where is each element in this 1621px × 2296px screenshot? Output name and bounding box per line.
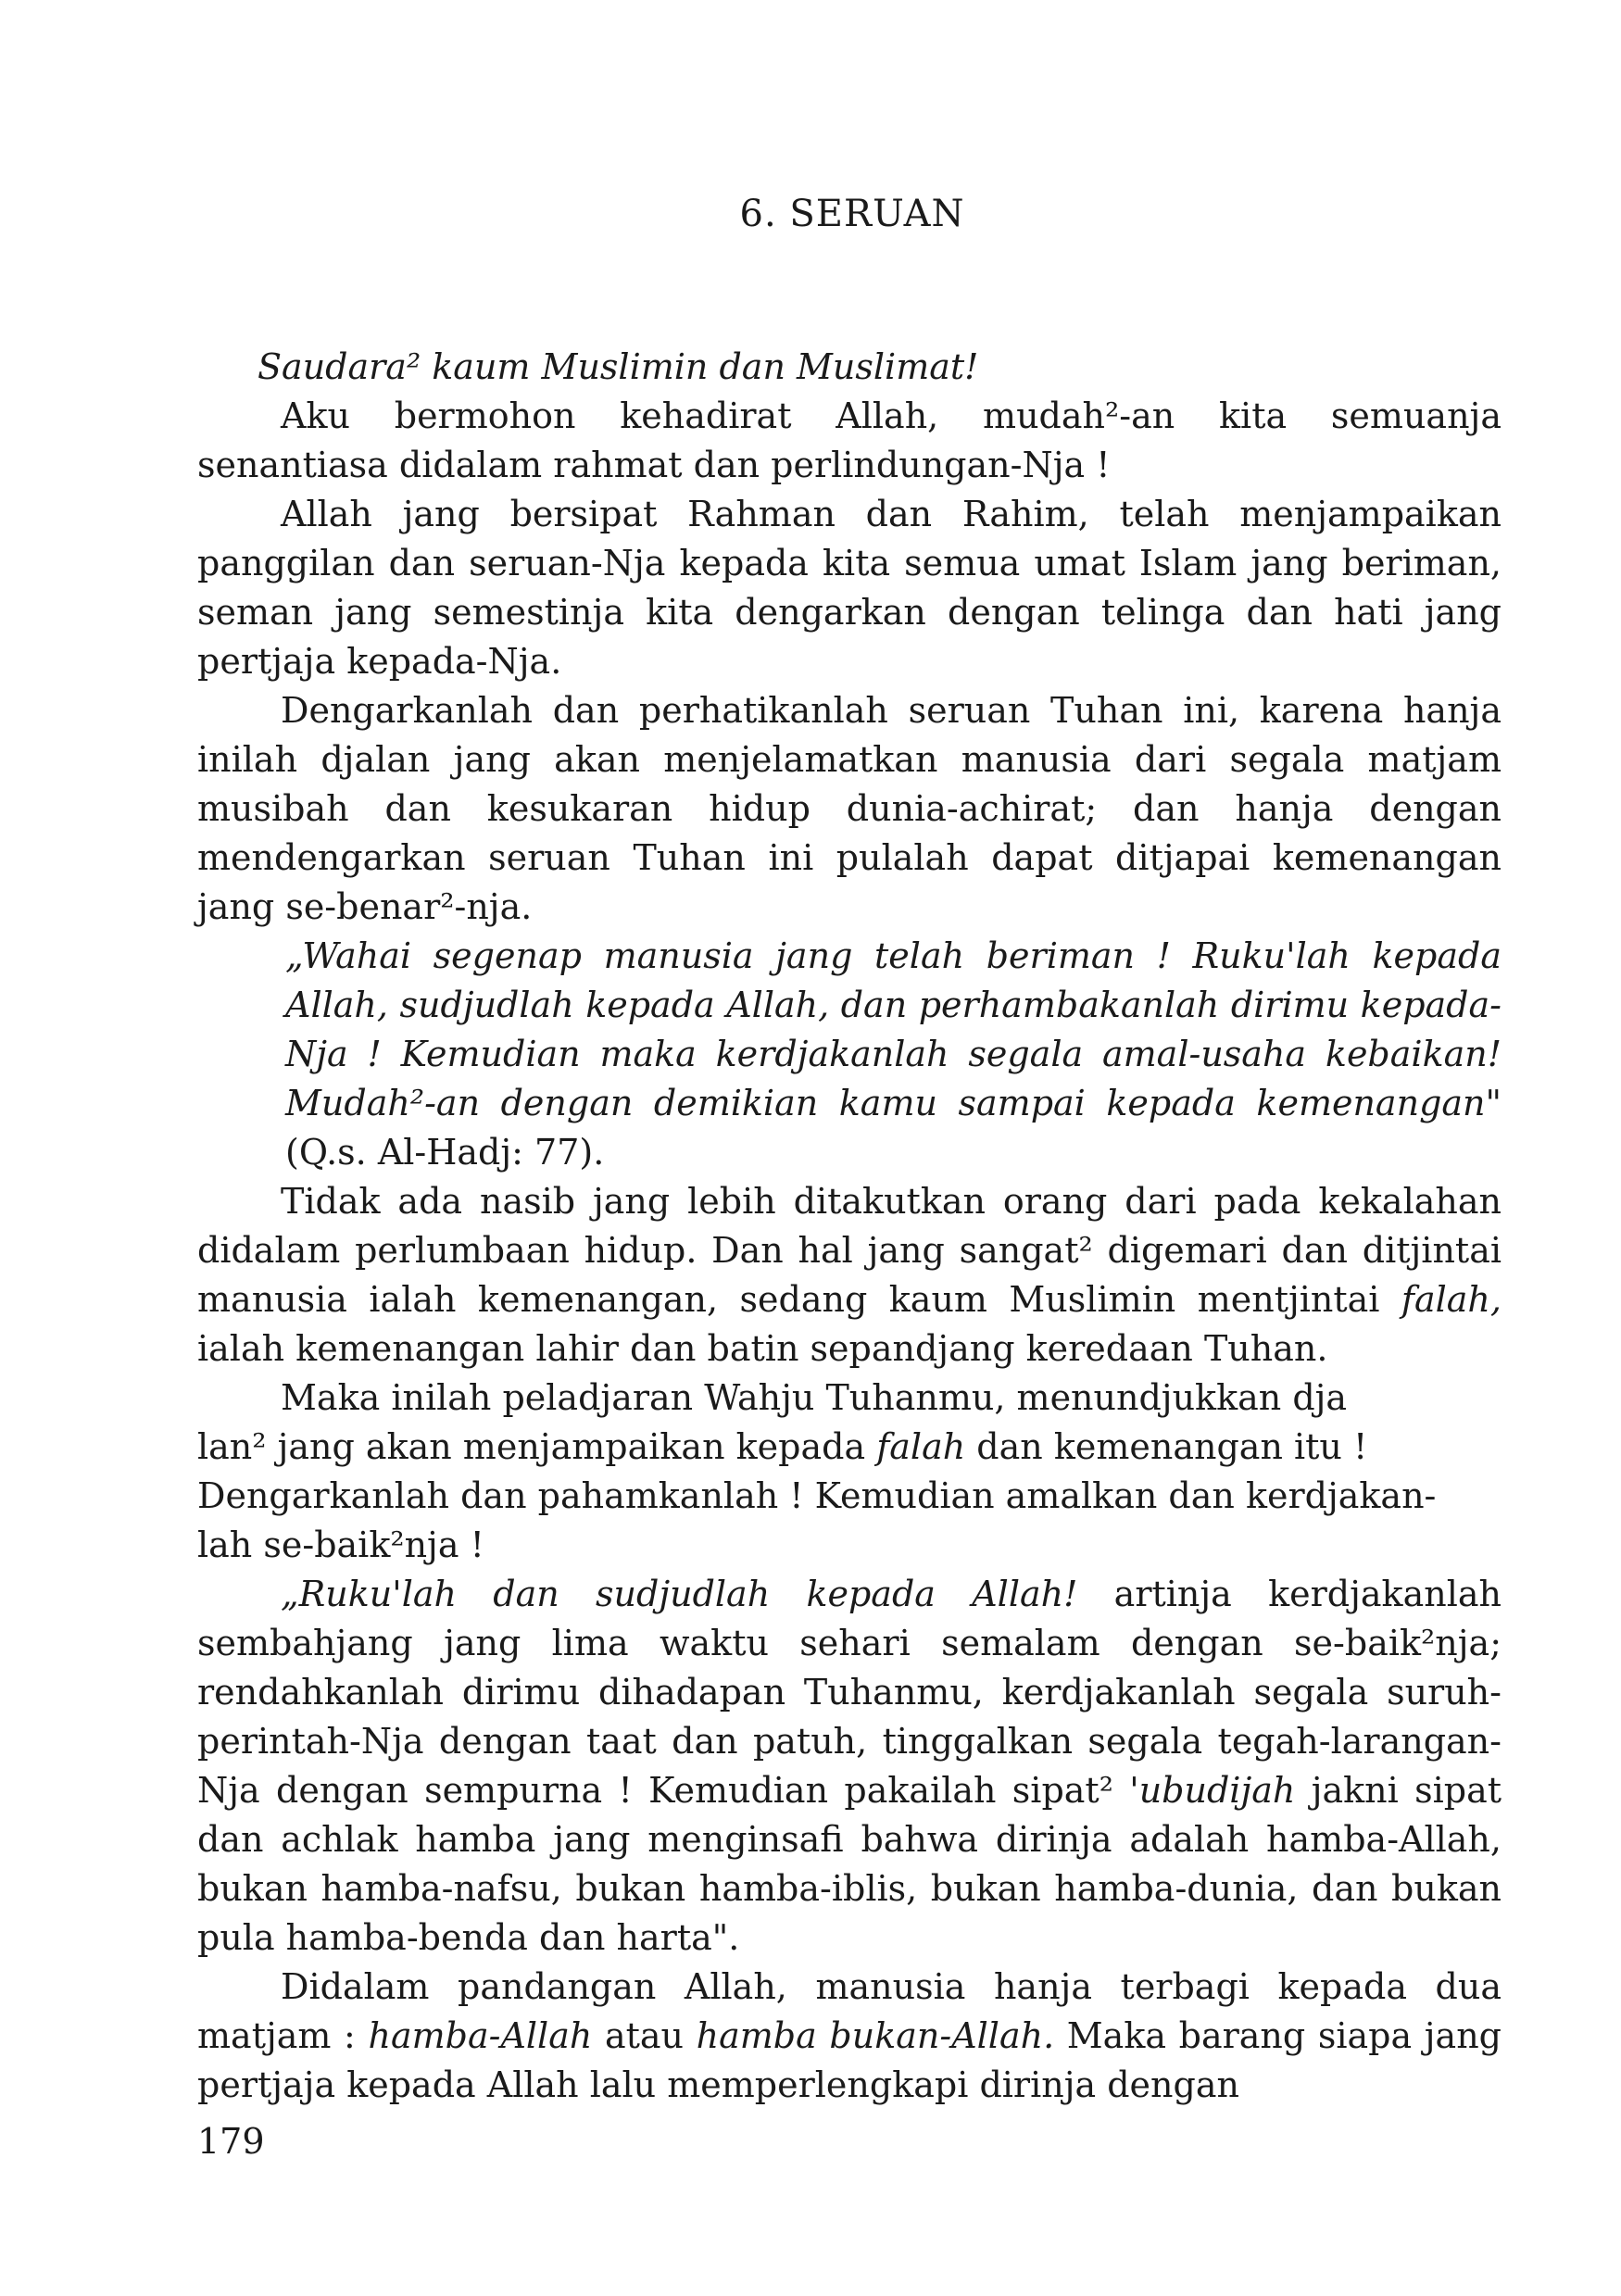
paragraph-5-line-4: lah se-baik²nja !	[197, 1524, 484, 1565]
quran-quote	[285, 932, 1502, 1177]
paragraph-2: Allah jang bersipat Rahman dan Rahim, telah menjampaikan panggilan dan seruan-Nja kepada kita semua umat Islam jang beriman, seman jang semestinja kita dengarkan dengan telinga dan hati jang pertjaja kepada-Nja.	[197, 494, 1502, 682]
chapter-body	[197, 343, 1502, 2110]
salutation: Saudara² kaum Muslimin dan Muslimat!	[258, 346, 979, 387]
paragraph-6-quote: „Ruku'lah dan sudjudlah kepada Allah!	[281, 1574, 1078, 1614]
term-hamba-allah: hamba-Allah	[368, 2015, 593, 2056]
paragraph-7-mid: atau	[592, 2015, 697, 2056]
paragraph-5-line-3: Dengarkanlah dan pahamkanlah ! Kemudian amalkan dan kerdjakan-	[197, 1475, 1437, 1516]
paragraph-4-text-a: Tidak ada nasib jang lebih ditakutkan orang dari pada kekalahan didalam perlumbaan hidup. Dan hal jang sangat² digemari dan ditjintai manusia ialah kemenangan, sedang kaum Muslimin mentjintai	[197, 1181, 1502, 1320]
paragraph-5-line-2a: lan² jang akan menjampaikan kepada	[197, 1426, 877, 1467]
paragraph-7-text-b: Maka barang siapa jang pertjaja kepada Allah lalu memperlengkapi dirinja dengan	[197, 2015, 1502, 2105]
paragraph-6-text-a: artinja kerdjakanlah sembahjang jang lima waktu sehari semalam dengan se-baik²nja; rendahkanlah dirimu dihadapan Tuhanmu, kerdjakanlah segala suruh-perintah-Nja dengan taat dan patuh, tinggalkan segala tegah-larangan-Nja dengan sempurna ! Kemudian pakailah sipat²	[197, 1574, 1502, 1811]
paragraph-5-line-2b: dan kemenangan itu !	[965, 1426, 1368, 1467]
paragraph-4	[197, 1177, 1502, 1374]
paragraph-6	[197, 1570, 1502, 1963]
paragraph-7	[197, 1963, 1502, 2110]
paragraph-5-line-1: Maka inilah peladjaran Wahju Tuhanmu, menundjukkan dja	[281, 1377, 1348, 1418]
paragraph-4-text-b: ialah kemenangan lahir dan batin sepandjang keredaan Tuhan.	[197, 1328, 1328, 1369]
page-number: 179	[197, 2121, 265, 2162]
term-falah: falah,	[1401, 1279, 1502, 1320]
chapter-title: 6. SERUAN	[739, 193, 965, 235]
paragraph-5-line-2	[197, 1423, 1502, 1472]
paragraph-7-text-a: Didalam pandangan Allah, manusia hanja terbagi kepada dua matjam :	[197, 1966, 1502, 2056]
quote-reference: (Q.s. Al-Hadj: 77).	[285, 1132, 605, 1173]
term-hamba-bukan-allah: hamba bukan-Allah.	[696, 2015, 1055, 2056]
paragraph-6-text-b: jakni sipat dan achlak hamba jang menginsafi bahwa dirinja adalah hamba-Allah, bukan hamba-nafsu, bukan hamba-iblis, bukan hamba-dunia, dan bukan pula hamba-benda dan harta".	[197, 1770, 1502, 1958]
term-ubudijah: 'ubudijah	[1129, 1770, 1296, 1811]
paragraph-1: Aku bermohon kehadirat Allah, mudah²-an kita semuanja senantiasa didalam rahmat dan perlindungan-Nja !	[197, 395, 1502, 485]
quote-text: „Wahai segenap manusia jang telah beriman ! Ruku'lah kepada Allah, sudjudlah kepada Allah, dan perhambakanlah dirimu kepada-Nja ! Kemudian maka kerdjakanlah segala amal-usaha kebaikan! Mudah²-an dengan demikian kamu sampai kepada kemenangan"	[285, 935, 1502, 1123]
term-falah-2: falah	[876, 1426, 966, 1467]
paragraph-3: Dengarkanlah dan perhatikanlah seruan Tuhan ini, karena hanja inilah djalan jang akan menjelamatkan manusia dari segala matjam musibah dan kesukaran hidup dunia-achirat; dan hanja dengan mendengarkan seruan Tuhan ini pulalah dapat ditjapai kemenangan jang se-benar²-nja.	[197, 690, 1502, 927]
